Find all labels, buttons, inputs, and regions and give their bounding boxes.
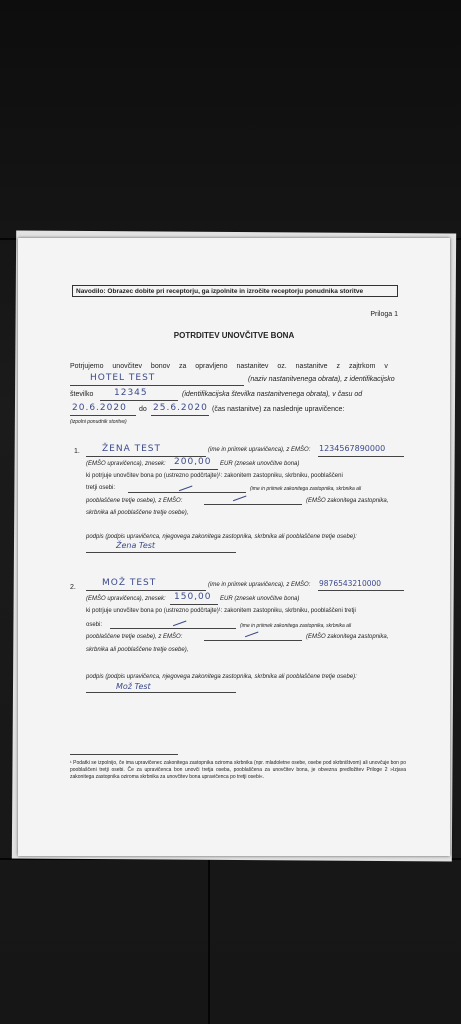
form-page <box>18 238 450 856</box>
intro-line-2: (naziv nastanitvenega obrata), z identifikacijsko <box>248 376 395 383</box>
facility-line <box>70 385 244 386</box>
name-line <box>86 590 206 591</box>
third-emso-label: pooblaščene tretje osebe), z EMŠO: <box>86 498 183 504</box>
dash-mark <box>232 492 247 501</box>
emso-line <box>318 456 404 457</box>
signature-label: podpis (podpis upravičenca, njegovega zakonitega zastopnika, skrbnika ali pooblaščene tretje osebe): <box>86 534 357 540</box>
date-from[interactable]: 20.6.2020 <box>72 403 127 413</box>
provider-note: (izpolni ponudnik storitve) <box>70 419 127 425</box>
entry-number: 1. <box>74 448 80 455</box>
intro-line-3: (identifikacijska številka nastanitvenega obrata), v času od <box>182 391 363 398</box>
signature[interactable]: Žena Test <box>116 541 156 550</box>
name-label: (ime in priimek upravičenca), z EMŠO: <box>208 582 311 588</box>
date-to-line <box>151 415 209 416</box>
third-person-suffix: (ime in priimek zakonitega zastopnika, skrbnika ali <box>240 623 352 629</box>
emso-value[interactable]: 9876543210000 <box>319 579 382 588</box>
third-person-label: osebi: <box>86 622 103 628</box>
representative-line: ki potrjuje unovčitev bona po (ustrezno podčrtajte)¹: zakonitem zastopniku, skrbniku, pooblaščeni tretji <box>86 608 356 614</box>
third-emso-label: pooblaščene tretje osebe), z EMŠO: <box>86 634 183 640</box>
footnote-separator <box>70 754 178 755</box>
table-seam <box>208 860 210 1024</box>
emso-value[interactable]: 1234567890000 <box>319 444 386 453</box>
id-number[interactable]: 12345 <box>114 388 148 398</box>
id-label: številko <box>70 391 94 398</box>
form-title: POTRDITEV UNOVČITVE BONA <box>173 331 295 340</box>
facility-name[interactable]: HOTEL TEST <box>90 373 156 383</box>
date-to[interactable]: 25.6.2020 <box>153 403 208 413</box>
signature-label: podpis (podpis upravičenca, njegovega zakonitega zastopnika, skrbnika ali pooblaščene tretje osebe): <box>86 674 357 680</box>
third-person-line <box>128 492 246 493</box>
amount-line <box>170 469 218 470</box>
do-label: do <box>139 406 147 413</box>
dash-mark <box>244 628 259 637</box>
amount-value[interactable]: 150,00 <box>174 592 212 602</box>
third-person-suffix: (ime in priimek zakonitega zastopnika, skrbnika ali <box>250 486 362 492</box>
emso-line <box>318 590 404 591</box>
footnote: ¹ Podatki se izpolnijo, če ima upravičenec zakonitega zastopnika oziroma skrbnika (npr. mladoletne osebe, osebe pod skrbništvom) ali unovčuje bon po pooblaščeni tretji osebi. Če za upravičenca bon unovči tretja oseba, pooblaščena za unovčitev bona, je obvezna predložitev Priloge 2 »Izjava zakonitega zastopnika oziroma skrbnika za unovčitev bona upravičenca po tretji osebi«. <box>70 760 406 780</box>
amount-line <box>170 604 218 605</box>
signature-line <box>86 552 236 553</box>
beneficiary-name[interactable]: ŽENA TEST <box>102 444 161 454</box>
third-emso-suffix: (EMŠO zakonitega zastopnika, <box>306 634 389 640</box>
third-role-label: skrbnika ali pooblaščene tretje osebe), <box>86 647 189 653</box>
intro-line-1: Potrjujemo unovčitev bonov za opravljeno nastanitev oz. nastanitve z zajtrkom v <box>70 363 388 370</box>
third-emso-suffix: (EMŠO zakonitega zastopnika, <box>306 498 389 504</box>
third-person-label: tretji osebi: <box>86 485 116 491</box>
amount-label: EUR (znesek unovčitve bona) <box>220 596 300 602</box>
third-emso-line <box>204 504 302 505</box>
entry-number: 2. <box>70 584 76 591</box>
amount-label: EUR (znesek unovčitve bona) <box>220 461 300 467</box>
beneficiary-name[interactable]: MOŽ TEST <box>102 578 157 588</box>
third-role-label: skrbnika ali pooblaščene tretje osebe), <box>86 510 189 516</box>
emso-label: (EMŠO upravičenca), znesek: <box>86 461 166 467</box>
instruction-box: Navodilo: Obrazec dobite pri receptorju, ga izpolnite in izročite receptorju ponudnika storitve <box>72 285 398 297</box>
signature-line <box>86 692 236 693</box>
id-line <box>100 400 178 401</box>
intro-line-4: (čas nastanitve) za naslednje upravičence: <box>212 406 345 413</box>
emso-label: (EMŠO upravičenca), znesek: <box>86 596 166 602</box>
third-person-line <box>110 628 236 629</box>
annex-label: Priloga 1 <box>370 311 398 318</box>
dash-mark <box>172 617 187 626</box>
representative-line: ki potrjuje unovčitev bona po (ustrezno podčrtajte)¹: zakonitem zastopniku, skrbniku, pooblaščeni <box>86 473 343 479</box>
date-from-line <box>70 415 136 416</box>
name-label: (ime in priimek upravičenca), z EMŠO: <box>208 447 311 453</box>
signature[interactable]: Mož Test <box>116 682 151 691</box>
third-emso-line <box>204 640 302 641</box>
amount-value[interactable]: 200,00 <box>174 457 212 467</box>
dash-mark <box>178 482 193 491</box>
